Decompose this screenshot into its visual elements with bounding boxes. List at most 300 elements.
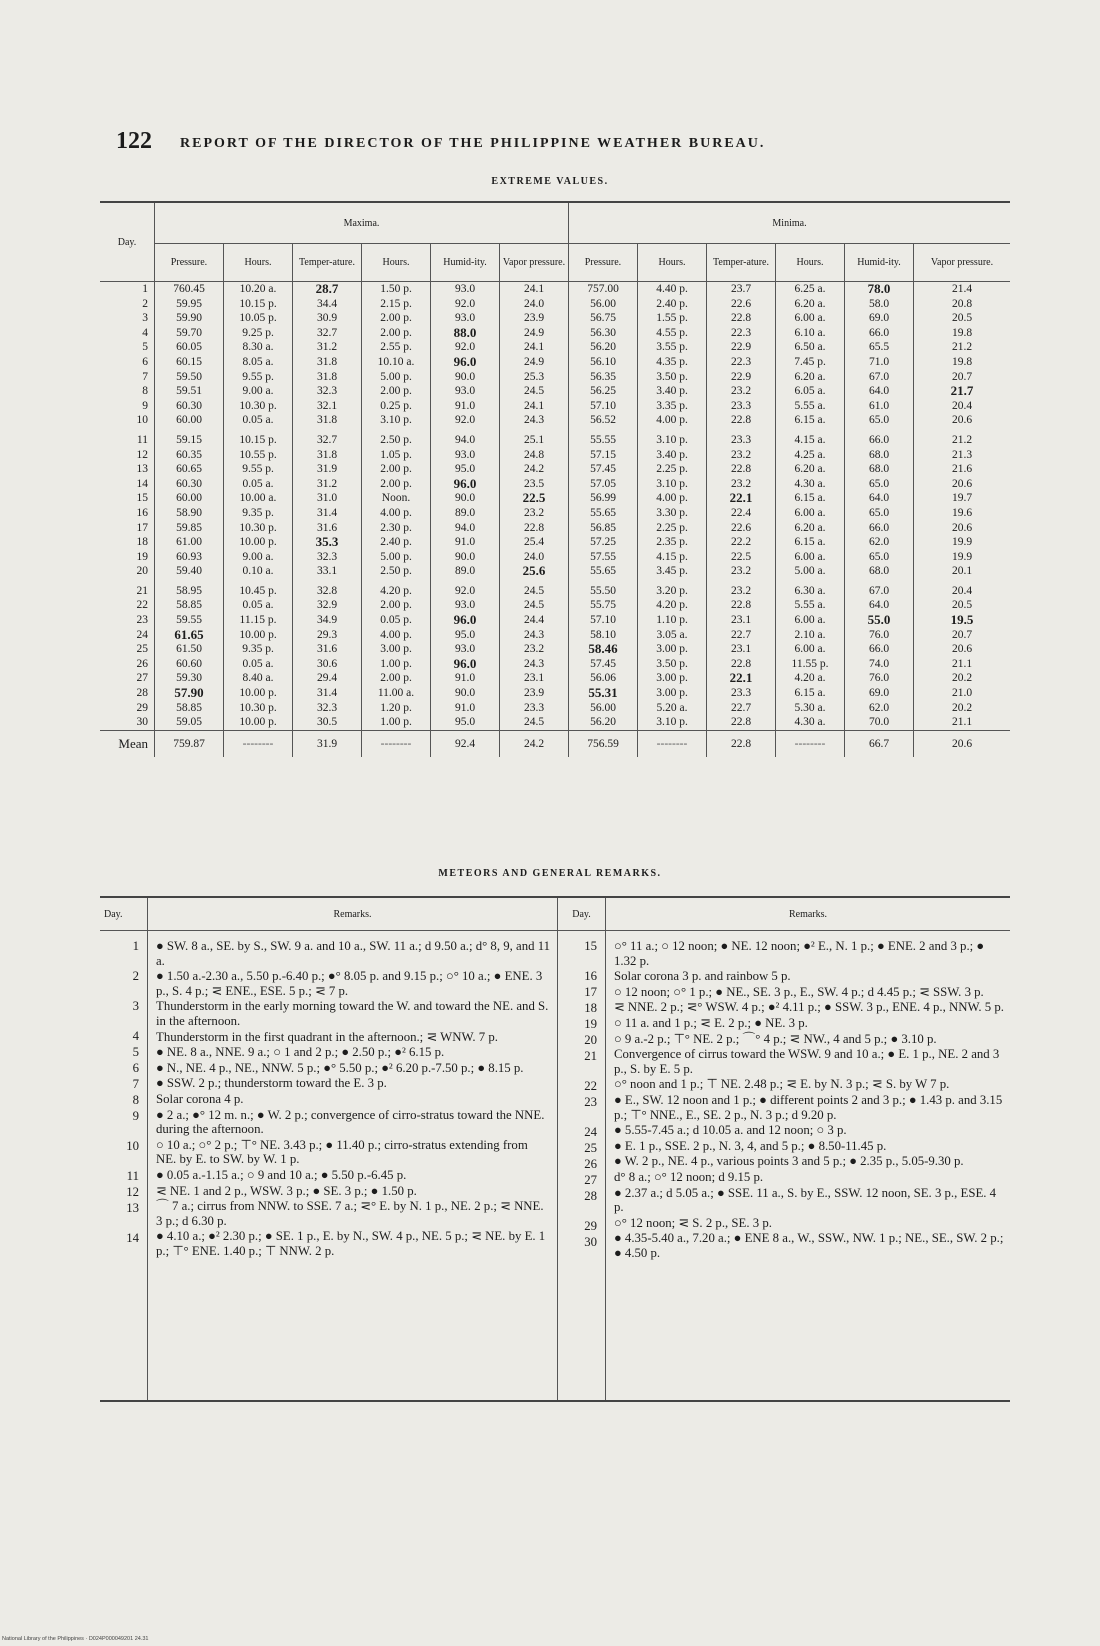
- value-cell: 8.30 a.: [224, 340, 293, 355]
- col-min-temp-hours: Hours.: [776, 244, 845, 282]
- value-cell: 58.95: [155, 584, 224, 599]
- value-cell: 55.31: [569, 686, 638, 701]
- remark-text: Solar corona 4 p.: [156, 1091, 244, 1106]
- value-cell: 32.3: [293, 384, 362, 399]
- value-cell: 90.0: [431, 686, 500, 701]
- value-cell: 4.15 p.: [638, 550, 707, 565]
- value-cell: 8.05 a.: [224, 355, 293, 370]
- value-cell: 5.30 a.: [776, 701, 845, 716]
- value-cell: 61.0: [845, 399, 914, 414]
- table-row: [100, 671, 1010, 686]
- value-cell: 22.9: [707, 370, 776, 385]
- value-cell: 3.40 p.: [638, 384, 707, 399]
- day-cell: 8: [142, 385, 148, 398]
- value-cell: 59.95: [155, 297, 224, 312]
- value-cell: 3.55 p.: [638, 340, 707, 355]
- value-cell: 4.35 p.: [638, 355, 707, 370]
- value-cell: 31.8: [293, 370, 362, 385]
- remark-day: 4: [132, 1029, 139, 1043]
- day-cell: 12: [136, 448, 148, 461]
- value-cell: 2.25 p.: [638, 462, 707, 477]
- value-cell: 24.1: [500, 282, 569, 297]
- remark-text: ● SW. 8 a., SE. by S., SW. 9 a. and 10 a., SW. 11 a.; d 9.50 a.; d° 8, 9, and 11 a.: [156, 939, 551, 968]
- value-cell: 24.9: [500, 355, 569, 370]
- table-row: [100, 297, 1010, 312]
- value-cell: 19.9: [914, 535, 1011, 550]
- value-cell: 76.0: [845, 628, 914, 643]
- value-cell: 22.7: [707, 628, 776, 643]
- report-title: REPORT OF THE DIRECTOR OF THE PHILIPPINE WEATHER BUREAU.: [180, 136, 766, 151]
- value-cell: 11.15 p.: [224, 613, 293, 628]
- table-row: [100, 355, 1010, 370]
- value-cell: 23.1: [500, 671, 569, 686]
- value-cell: 4.00 p.: [638, 413, 707, 428]
- value-cell: 22.5: [707, 550, 776, 565]
- value-cell: 1.00 p.: [362, 715, 431, 730]
- value-cell: 22.8: [707, 311, 776, 326]
- value-cell: 21.4: [914, 282, 1011, 297]
- value-cell: 2.00 p.: [362, 598, 431, 613]
- remark-text: ⋜ NE. 1 and 2 p., WSW. 3 p.; ● SE. 3 p.; ● 1.50 p.: [156, 1183, 417, 1198]
- table-row: [100, 613, 1010, 628]
- value-cell: 25.3: [500, 370, 569, 385]
- table-row: [100, 491, 1010, 506]
- remark-text: Solar corona 3 p. and rainbow 5 p.: [614, 969, 791, 984]
- remark-day: 30: [584, 1235, 597, 1249]
- value-cell: 10.55 p.: [224, 448, 293, 463]
- value-cell: 2.00 p.: [362, 477, 431, 492]
- table-row: [100, 413, 1010, 428]
- value-cell: 19.7: [914, 491, 1011, 506]
- value-cell: 6.10 a.: [776, 326, 845, 341]
- value-cell: 65.0: [845, 550, 914, 565]
- value-cell: 4.15 a.: [776, 433, 845, 448]
- remark-day: 2: [132, 969, 139, 983]
- value-cell: 59.05: [155, 715, 224, 730]
- value-cell: 24.5: [500, 598, 569, 613]
- remark-day: 23: [584, 1095, 597, 1109]
- remarks-col-day-left: Day.: [100, 897, 148, 931]
- table-row: [100, 584, 1010, 599]
- value-cell: 6.05 a.: [776, 384, 845, 399]
- value-cell: 23.9: [500, 686, 569, 701]
- value-cell: 61.50: [155, 642, 224, 657]
- page-header: [110, 128, 1010, 158]
- value-cell: 21.7: [914, 384, 1011, 399]
- value-cell: 31.8: [293, 448, 362, 463]
- value-cell: 21.2: [914, 433, 1011, 448]
- value-cell: 5.55 a.: [776, 399, 845, 414]
- value-cell: 65.0: [845, 477, 914, 492]
- value-cell: 760.45: [155, 282, 224, 297]
- value-cell: 24.8: [500, 448, 569, 463]
- value-cell: 21.6: [914, 462, 1011, 477]
- value-cell: 96.0: [431, 613, 500, 628]
- value-cell: 92.0: [431, 297, 500, 312]
- remark-text: ○ 9 a.-2 p.; ⊤° NE. 2 p.; ⌒° 4 p.; ⋜ NW., 4 and 5 p.; ● 3.10 p.: [614, 1031, 937, 1046]
- value-cell: 22.2: [707, 535, 776, 550]
- remark-day: 18: [584, 1001, 597, 1015]
- value-cell: 93.0: [431, 598, 500, 613]
- value-cell: 62.0: [845, 701, 914, 716]
- day-cell: 19: [136, 550, 148, 563]
- value-cell: 31.2: [293, 340, 362, 355]
- value-cell: 71.0: [845, 355, 914, 370]
- value-cell: 2.50 p.: [362, 564, 431, 579]
- value-cell: 4.40 p.: [638, 282, 707, 297]
- value-cell: 2.30 p.: [362, 521, 431, 536]
- value-cell: 91.0: [431, 399, 500, 414]
- day-cell: 21: [136, 584, 148, 597]
- value-cell: 10.30 p.: [224, 521, 293, 536]
- value-cell: 24.5: [500, 584, 569, 599]
- value-cell: 68.0: [845, 462, 914, 477]
- value-cell: 69.0: [845, 686, 914, 701]
- value-cell: 9.35 p.: [224, 506, 293, 521]
- value-cell: 22.5: [500, 491, 569, 506]
- value-cell: 59.15: [155, 433, 224, 448]
- value-cell: 57.25: [569, 535, 638, 550]
- col-min-temperature: Temper-ature.: [707, 244, 776, 282]
- value-cell: 23.9: [500, 311, 569, 326]
- value-cell: 19.8: [914, 326, 1011, 341]
- value-cell: 60.93: [155, 550, 224, 565]
- col-max-hours: Hours.: [224, 244, 293, 282]
- table-row: [100, 715, 1010, 730]
- mean-cell: 20.6: [914, 730, 1011, 757]
- value-cell: 5.55 a.: [776, 598, 845, 613]
- mean-cell: --------: [224, 730, 293, 757]
- table-row: [100, 701, 1010, 716]
- remark-text: ● 0.05 a.-1.15 a.; ○ 9 and 10 a.; ● 5.50 p.-6.45 p.: [156, 1167, 407, 1182]
- value-cell: 95.0: [431, 462, 500, 477]
- value-cell: 6.15 a.: [776, 535, 845, 550]
- value-cell: 9.25 p.: [224, 326, 293, 341]
- remark-day: 26: [584, 1157, 597, 1171]
- remarks-left-text: [148, 931, 558, 1402]
- day-cell: 9: [142, 399, 148, 412]
- value-cell: 4.20 p.: [362, 584, 431, 599]
- value-cell: 31.4: [293, 506, 362, 521]
- table-row: [100, 448, 1010, 463]
- value-cell: 24.0: [500, 297, 569, 312]
- value-cell: 25.6: [500, 564, 569, 579]
- value-cell: 22.1: [707, 491, 776, 506]
- value-cell: 92.0: [431, 340, 500, 355]
- table-row: [100, 521, 1010, 536]
- table-row: [100, 628, 1010, 643]
- value-cell: 94.0: [431, 521, 500, 536]
- value-cell: 23.2: [500, 642, 569, 657]
- value-cell: 68.0: [845, 448, 914, 463]
- value-cell: 31.6: [293, 521, 362, 536]
- value-cell: 20.8: [914, 297, 1011, 312]
- value-cell: 10.15 p.: [224, 297, 293, 312]
- value-cell: 59.55: [155, 613, 224, 628]
- remark-day: 14: [126, 1231, 139, 1245]
- value-cell: 65.5: [845, 340, 914, 355]
- remark-text: ○° noon and 1 p.; ⊤ NE. 2.48 p.; ⋜ E. by N. 3 p.; ⋜ S. by W 7 p.: [614, 1077, 950, 1092]
- value-cell: 30.6: [293, 657, 362, 672]
- remark-text: ● E., SW. 12 noon and 1 p.; ● different points 2 and 3 p.; ● 1.43 p. and 3.15 p.; ⊤° NNE., E., SE. 2 p., N. 3 p.; d 9.20 p.: [614, 1092, 1003, 1122]
- remark-day: 27: [584, 1173, 597, 1187]
- minima-header: Minima.: [569, 203, 1011, 244]
- value-cell: 32.3: [293, 550, 362, 565]
- value-cell: 5.00 p.: [362, 370, 431, 385]
- value-cell: 22.8: [707, 598, 776, 613]
- value-cell: 0.05 p.: [362, 613, 431, 628]
- value-cell: 28.7: [293, 282, 362, 297]
- value-cell: 2.35 p.: [638, 535, 707, 550]
- value-cell: 22.8: [500, 521, 569, 536]
- remark-text: Thunderstorm in the first quadrant in the afternoon.; ⋜ WNW. 7 p.: [156, 1029, 498, 1044]
- value-cell: 22.8: [707, 657, 776, 672]
- value-cell: 6.25 a.: [776, 282, 845, 297]
- value-cell: 92.0: [431, 413, 500, 428]
- value-cell: 0.25 p.: [362, 399, 431, 414]
- value-cell: 22.6: [707, 521, 776, 536]
- value-cell: 23.5: [500, 477, 569, 492]
- mean-cell: --------: [638, 730, 707, 757]
- value-cell: 32.9: [293, 598, 362, 613]
- day-cell: 29: [136, 701, 148, 714]
- value-cell: 66.0: [845, 326, 914, 341]
- value-cell: 22.3: [707, 355, 776, 370]
- mean-cell: 92.4: [431, 730, 500, 757]
- value-cell: 8.40 a.: [224, 671, 293, 686]
- value-cell: 59.85: [155, 521, 224, 536]
- value-cell: 69.0: [845, 311, 914, 326]
- value-cell: 6.00 a.: [776, 311, 845, 326]
- value-cell: 20.7: [914, 628, 1011, 643]
- value-cell: 20.2: [914, 671, 1011, 686]
- value-cell: 58.0: [845, 297, 914, 312]
- value-cell: 21.1: [914, 657, 1011, 672]
- mean-row: [100, 730, 1010, 757]
- mean-cell: --------: [776, 730, 845, 757]
- day-cell: 1: [142, 283, 148, 295]
- value-cell: 6.15 a.: [776, 413, 845, 428]
- value-cell: 56.35: [569, 370, 638, 385]
- day-cell: 23: [136, 614, 148, 627]
- value-cell: 93.0: [431, 448, 500, 463]
- value-cell: 23.2: [707, 477, 776, 492]
- value-cell: 58.85: [155, 701, 224, 716]
- value-cell: 9.00 a.: [224, 384, 293, 399]
- value-cell: 74.0: [845, 657, 914, 672]
- value-cell: 3.40 p.: [638, 448, 707, 463]
- col-max-pressure: Pressure.: [155, 244, 224, 282]
- value-cell: 6.00 a.: [776, 506, 845, 521]
- value-cell: 56.25: [569, 384, 638, 399]
- remark-day: 5: [132, 1045, 139, 1059]
- value-cell: 23.2: [707, 584, 776, 599]
- extreme-values-table: [100, 203, 1010, 757]
- value-cell: 32.7: [293, 326, 362, 341]
- value-cell: 3.00 p.: [362, 642, 431, 657]
- value-cell: 56.30: [569, 326, 638, 341]
- value-cell: 3.10 p.: [638, 433, 707, 448]
- value-cell: 20.5: [914, 311, 1011, 326]
- value-cell: 64.0: [845, 598, 914, 613]
- value-cell: 57.05: [569, 477, 638, 492]
- value-cell: 23.2: [707, 384, 776, 399]
- value-cell: 91.0: [431, 535, 500, 550]
- value-cell: 32.1: [293, 399, 362, 414]
- mean-cell: 22.8: [707, 730, 776, 757]
- value-cell: 10.15 p.: [224, 433, 293, 448]
- day-cell: 26: [136, 657, 148, 670]
- value-cell: 24.1: [500, 340, 569, 355]
- mean-cell: 756.59: [569, 730, 638, 757]
- remark-text: ● 5.55-7.45 a.; d 10.05 a. and 12 noon; ○ 3 p.: [614, 1123, 847, 1138]
- value-cell: 90.0: [431, 491, 500, 506]
- value-cell: 6.15 a.: [776, 491, 845, 506]
- day-cell: 14: [136, 477, 148, 490]
- table-row: [100, 399, 1010, 414]
- remarks-right-text: [606, 931, 1011, 1402]
- remark-day: 9: [132, 1109, 139, 1123]
- remark-text: ● SSW. 2 p.; thunderstorm toward the E. 3 p.: [156, 1076, 387, 1091]
- value-cell: 30.5: [293, 715, 362, 730]
- value-cell: 32.3: [293, 701, 362, 716]
- day-cell: 17: [136, 521, 148, 534]
- value-cell: 2.00 p.: [362, 311, 431, 326]
- remark-text: d° 8 a.; ○° 12 noon; d 9.15 p.: [614, 1169, 764, 1184]
- value-cell: 56.99: [569, 491, 638, 506]
- value-cell: 60.60: [155, 657, 224, 672]
- value-cell: 64.0: [845, 384, 914, 399]
- value-cell: 23.7: [707, 282, 776, 297]
- value-cell: 19.8: [914, 355, 1011, 370]
- value-cell: 9.35 p.: [224, 642, 293, 657]
- mean-cell: 24.2: [500, 730, 569, 757]
- day-cell: 7: [142, 370, 148, 383]
- remark-day: 29: [584, 1219, 597, 1233]
- remark-day: 12: [126, 1185, 139, 1199]
- value-cell: 96.0: [431, 657, 500, 672]
- value-cell: 32.7: [293, 433, 362, 448]
- value-cell: 59.50: [155, 370, 224, 385]
- value-cell: 0.05 a.: [224, 598, 293, 613]
- day-cell: 22: [136, 599, 148, 612]
- value-cell: 60.35: [155, 448, 224, 463]
- value-cell: 20.4: [914, 584, 1011, 599]
- value-cell: 89.0: [431, 564, 500, 579]
- value-cell: 4.00 p.: [638, 491, 707, 506]
- remark-text: ⋜ NNE. 2 p.; ⋜° WSW. 4 p.; ●² 4.11 p.; ● SSW. 3 p., ENE. 4 p., NNW. 5 p.: [614, 1000, 1004, 1015]
- value-cell: 6.20 a.: [776, 462, 845, 477]
- value-cell: 0.05 a.: [224, 657, 293, 672]
- value-cell: 60.00: [155, 491, 224, 506]
- value-cell: 59.40: [155, 564, 224, 579]
- value-cell: 20.6: [914, 413, 1011, 428]
- value-cell: 7.45 p.: [776, 355, 845, 370]
- value-cell: 1.50 p.: [362, 282, 431, 297]
- value-cell: 1.20 p.: [362, 701, 431, 716]
- value-cell: 58.90: [155, 506, 224, 521]
- remarks-col-remarks-right: Remarks.: [606, 897, 1011, 931]
- value-cell: 23.3: [707, 686, 776, 701]
- value-cell: 0.05 a.: [224, 477, 293, 492]
- day-cell: 11: [136, 433, 148, 446]
- table-row: [100, 326, 1010, 341]
- mean-cell: 759.87: [155, 730, 224, 757]
- value-cell: 20.6: [914, 477, 1011, 492]
- value-cell: 55.75: [569, 598, 638, 613]
- value-cell: 6.00 a.: [776, 550, 845, 565]
- remark-text: ⌒ 7 a.; cirrus from NNW. to SSE. 7 a.; ⋜° E. by N. 1 p., NE. 2 p.; ⋜ NNE. 3 p.; d 6.30 p.: [156, 1199, 544, 1228]
- col-min-pressure: Pressure.: [569, 244, 638, 282]
- remark-text: Thunderstorm in the early morning toward the W. and toward the NE. and S. in the afternoon.: [156, 999, 549, 1028]
- remark-text: ● W. 2 p., NE. 4 p., various points 3 and 5 p.; ● 2.35 p., 5.05-9.30 p.: [614, 1154, 964, 1169]
- value-cell: 5.00 p.: [362, 550, 431, 565]
- remarks-right-days: [558, 931, 606, 1402]
- value-cell: 57.90: [155, 686, 224, 701]
- remark-text: ● E. 1 p., SSE. 2 p., N. 3, 4, and 5 p.; ● 8.50-11.45 p.: [614, 1138, 887, 1153]
- value-cell: 31.4: [293, 686, 362, 701]
- value-cell: 96.0: [431, 355, 500, 370]
- value-cell: 29.3: [293, 628, 362, 643]
- value-cell: 4.55 p.: [638, 326, 707, 341]
- remarks-left-days: [100, 931, 148, 1402]
- value-cell: 3.10 p.: [638, 477, 707, 492]
- value-cell: 3.10 p.: [638, 715, 707, 730]
- value-cell: 23.2: [707, 448, 776, 463]
- value-cell: 35.3: [293, 535, 362, 550]
- value-cell: 22.8: [707, 715, 776, 730]
- remark-text: ● 2.37 a.; d 5.05 a.; ● SSE. 11 a., S. by E., SSW. 12 noon, SE. 3 p., ESE. 4 p.: [614, 1185, 997, 1215]
- value-cell: 68.0: [845, 564, 914, 579]
- value-cell: 5.20 a.: [638, 701, 707, 716]
- value-cell: 64.0: [845, 491, 914, 506]
- remark-text: ● N., NE. 4 p., NE., NNW. 5 p.; ●° 5.50 p.; ●² 6.20 p.-7.50 p.; ● 8.15 p.: [156, 1060, 524, 1075]
- value-cell: 6.20 a.: [776, 297, 845, 312]
- value-cell: 93.0: [431, 384, 500, 399]
- mean-cell: --------: [362, 730, 431, 757]
- value-cell: 56.00: [569, 701, 638, 716]
- value-cell: 4.20 p.: [638, 598, 707, 613]
- value-cell: 55.65: [569, 506, 638, 521]
- value-cell: 4.30 a.: [776, 715, 845, 730]
- value-cell: 24.3: [500, 413, 569, 428]
- meteors-heading: METEORS AND GENERAL REMARKS.: [438, 868, 662, 879]
- value-cell: 70.0: [845, 715, 914, 730]
- remark-day: 24: [584, 1125, 597, 1139]
- remark-day: 25: [584, 1141, 597, 1155]
- col-max-temp-hours: Hours.: [362, 244, 431, 282]
- value-cell: 31.0: [293, 491, 362, 506]
- value-cell: 3.00 p.: [638, 642, 707, 657]
- value-cell: 10.20 a.: [224, 282, 293, 297]
- value-cell: 24.3: [500, 628, 569, 643]
- remark-day: 19: [584, 1017, 597, 1031]
- day-cell: 25: [136, 643, 148, 656]
- value-cell: 20.4: [914, 399, 1011, 414]
- table-row: [100, 477, 1010, 492]
- table-row: [100, 311, 1010, 326]
- table-row: [100, 657, 1010, 672]
- value-cell: 19.9: [914, 550, 1011, 565]
- value-cell: 31.2: [293, 477, 362, 492]
- value-cell: 4.30 a.: [776, 477, 845, 492]
- table-row: [100, 642, 1010, 657]
- value-cell: 22.9: [707, 340, 776, 355]
- value-cell: 20.6: [914, 642, 1011, 657]
- value-cell: 10.30 p.: [224, 701, 293, 716]
- day-cell: 24: [136, 628, 148, 641]
- value-cell: 6.30 a.: [776, 584, 845, 599]
